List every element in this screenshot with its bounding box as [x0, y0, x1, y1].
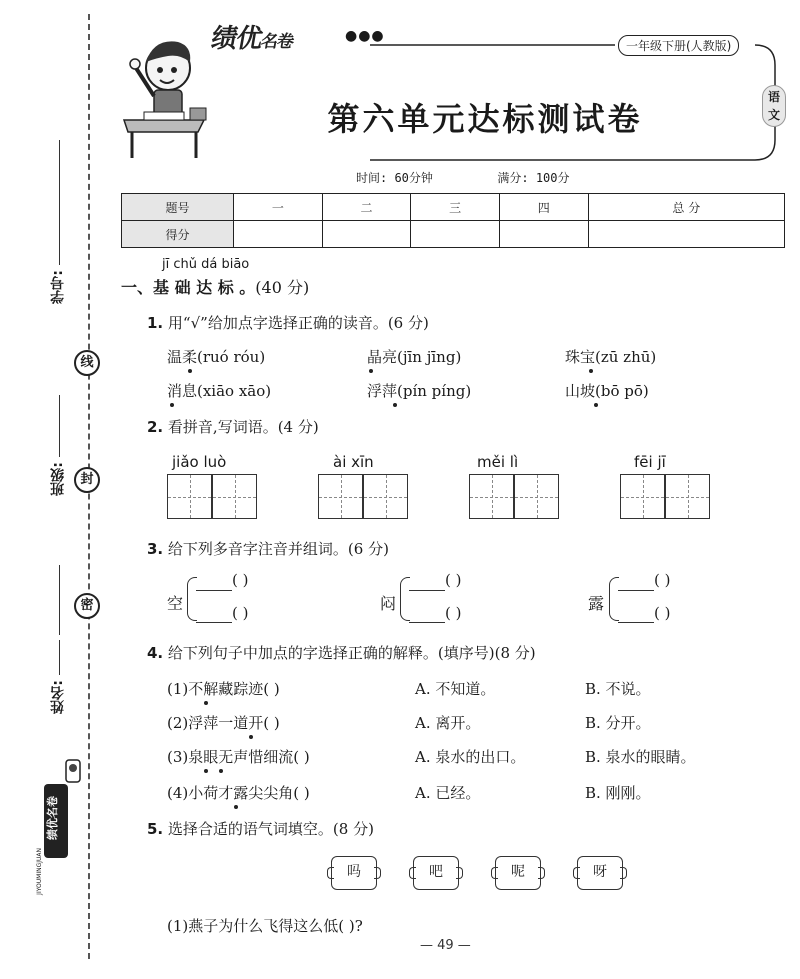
seal-seal: 封	[74, 467, 100, 493]
q4-question[interactable]: (2)浮萍一道开( )	[167, 714, 280, 732]
exam-full-score: 满分: 100分	[497, 171, 570, 185]
exam-time: 时间: 60分钟	[356, 171, 433, 185]
emphasis-dot	[594, 403, 598, 407]
writing-box[interactable]	[363, 474, 408, 519]
student-id-blank	[59, 140, 60, 265]
brace	[609, 577, 619, 621]
section-pinyin: jī chǔ dá biāo	[162, 257, 250, 272]
question-text: 选择合适的语气词填空。(8 分)	[167, 820, 374, 838]
question-text: 用“√”给加点字选择正确的读音。(6 分)	[167, 314, 429, 332]
brace	[187, 577, 197, 621]
name-blank-top	[59, 565, 60, 635]
section-points: (40 分)	[255, 278, 310, 297]
student-cartoon-illustration	[120, 28, 212, 164]
q1-option[interactable]: 晶亮(jīn jīng)	[367, 348, 462, 366]
q4-option-b: B. 泉水的眼睛。	[585, 748, 696, 766]
q4-option-b: B. 不说。	[585, 680, 651, 698]
question-text: 给下列句子中加点的字选择正确的解释。(填序号)(8 分)	[167, 644, 536, 662]
question-4	[147, 642, 536, 663]
page-number: — 49 —	[420, 938, 471, 953]
question-text: 给下列多音字注音并组词。(6 分)	[167, 540, 389, 558]
grade-label: 一年级下册(人教版)	[618, 35, 739, 56]
class-blank	[59, 395, 60, 457]
brand-logo-small: 名卷	[259, 32, 295, 52]
q4-question[interactable]: (3)泉眼无声惜细流( )	[167, 748, 310, 766]
q4-option-b: B. 刚刚。	[585, 784, 651, 802]
particle-word: 呀	[577, 856, 623, 890]
question-number: 2.	[147, 418, 164, 436]
pinyin-blank[interactable]	[618, 622, 654, 623]
student-id-label: 学号:	[50, 270, 66, 304]
q2-pinyin: fēi jī	[634, 453, 666, 471]
svg-text:绩优名卷: 绩优名卷	[46, 796, 59, 840]
subject-char-2: 文	[767, 108, 780, 122]
q4-option-a: A. 已经。	[415, 784, 481, 802]
score-cell[interactable]	[411, 221, 500, 248]
score-cell[interactable]	[499, 221, 588, 248]
word-paren[interactable]: ( )	[232, 604, 249, 622]
polyphone-char: 露	[588, 594, 605, 613]
emphasis-dot	[204, 701, 208, 705]
question-number: 3.	[147, 540, 164, 558]
question-number: 1.	[147, 314, 164, 332]
word-paren[interactable]: ( )	[654, 571, 671, 589]
q2-pinyin: ài xīn	[333, 453, 374, 471]
emphasis-dot	[249, 735, 253, 739]
question-5	[147, 818, 374, 839]
section-title-text: 一、基 础 达 标 。	[121, 278, 256, 297]
word-paren[interactable]: ( )	[445, 571, 462, 589]
polyphone-char: 闷	[380, 594, 397, 613]
question-1	[147, 312, 429, 333]
word-paren[interactable]: ( )	[445, 604, 462, 622]
seal-secret: 密	[74, 593, 100, 619]
q4-question[interactable]: (4)小荷才露尖尖角( )	[167, 784, 310, 802]
writing-box[interactable]	[665, 474, 710, 519]
score-cell[interactable]	[322, 221, 411, 248]
score-table-header-cell: 二	[322, 194, 411, 221]
pinyin-blank[interactable]	[618, 590, 654, 591]
pinyin-blank[interactable]	[196, 590, 232, 591]
score-cell[interactable]	[234, 221, 323, 248]
emphasis-dot	[188, 369, 192, 373]
pinyin-blank[interactable]	[409, 590, 445, 591]
q1-option[interactable]: 消息(xiāo xāo)	[167, 382, 272, 400]
word-paren[interactable]: ( )	[654, 604, 671, 622]
writing-box[interactable]	[469, 474, 514, 519]
particle-word: 吗	[331, 856, 377, 890]
name-blank	[59, 640, 60, 675]
emphasis-dot	[393, 403, 397, 407]
score-table-score-label: 得分	[122, 221, 234, 248]
q2-pinyin: jiǎo luò	[172, 453, 227, 471]
writing-box[interactable]	[620, 474, 665, 519]
emphasis-dot	[369, 369, 373, 373]
subject-char-1: 语	[767, 90, 780, 104]
question-3	[147, 538, 389, 559]
exam-info	[356, 169, 570, 186]
q5-sentence[interactable]: (1)燕子为什么飞得这么低( )?	[167, 917, 363, 935]
emphasis-dot	[219, 769, 223, 773]
question-text: 看拼音,写词语。(4 分)	[167, 418, 319, 436]
writing-box[interactable]	[514, 474, 559, 519]
particle-word: 呢	[495, 856, 541, 890]
q4-option-a: A. 泉水的出口。	[415, 748, 526, 766]
section-title	[121, 275, 309, 298]
question-number: 4.	[147, 644, 164, 662]
score-table-header-cell: 四	[499, 194, 588, 221]
q4-option-a: A. 离开。	[415, 714, 481, 732]
brand-logo	[209, 18, 298, 55]
score-table-header-row	[122, 194, 785, 221]
q4-option-a: A. 不知道。	[415, 680, 496, 698]
question-number: 5.	[147, 820, 164, 838]
score-table-header-cell: 总 分	[588, 194, 784, 221]
word-paren[interactable]: ( )	[232, 571, 249, 589]
q4-question[interactable]: (1)不解藏踪迹( )	[167, 680, 280, 698]
q1-option[interactable]: 浮萍(pín píng)	[367, 382, 472, 400]
writing-box[interactable]	[212, 474, 257, 519]
score-table-score-row	[122, 221, 785, 248]
pinyin-blank[interactable]	[196, 622, 232, 623]
question-2	[147, 416, 319, 437]
brace	[400, 577, 410, 621]
score-cell[interactable]	[588, 221, 784, 248]
class-label: 班级:	[50, 462, 66, 496]
seal-line: 线	[74, 350, 100, 376]
q4-option-b: B. 分开。	[585, 714, 651, 732]
brand-logo-main: 绩优	[208, 24, 265, 54]
q2-pinyin: měi lì	[477, 453, 519, 471]
emphasis-dot	[234, 805, 238, 809]
side-brand-logo	[38, 758, 84, 868]
page-title: 第六单元达标测试卷	[327, 100, 643, 138]
name-label: 姓名:	[50, 680, 66, 714]
q1-option[interactable]: 温柔(ruó róu)	[167, 348, 266, 366]
score-table	[121, 193, 785, 248]
score-table-header-cell: 三	[411, 194, 500, 221]
writing-box[interactable]	[167, 474, 212, 519]
emphasis-dot	[170, 403, 174, 407]
header-dots: ●●●	[345, 28, 385, 44]
emphasis-dot	[589, 369, 593, 373]
q1-option[interactable]: 山坡(bō pō)	[565, 382, 649, 400]
polyphone-char: 空	[167, 594, 184, 613]
subject-badge	[762, 85, 786, 127]
q1-option[interactable]: 珠宝(zū zhū)	[565, 348, 657, 366]
score-table-header-cell: 一	[234, 194, 323, 221]
side-logo-caption: JIYOUMINGJUAN	[36, 848, 43, 895]
particle-word: 吧	[413, 856, 459, 890]
emphasis-dot	[204, 769, 208, 773]
pinyin-blank[interactable]	[409, 622, 445, 623]
writing-box[interactable]	[318, 474, 363, 519]
score-table-header-cell: 题号	[122, 194, 234, 221]
